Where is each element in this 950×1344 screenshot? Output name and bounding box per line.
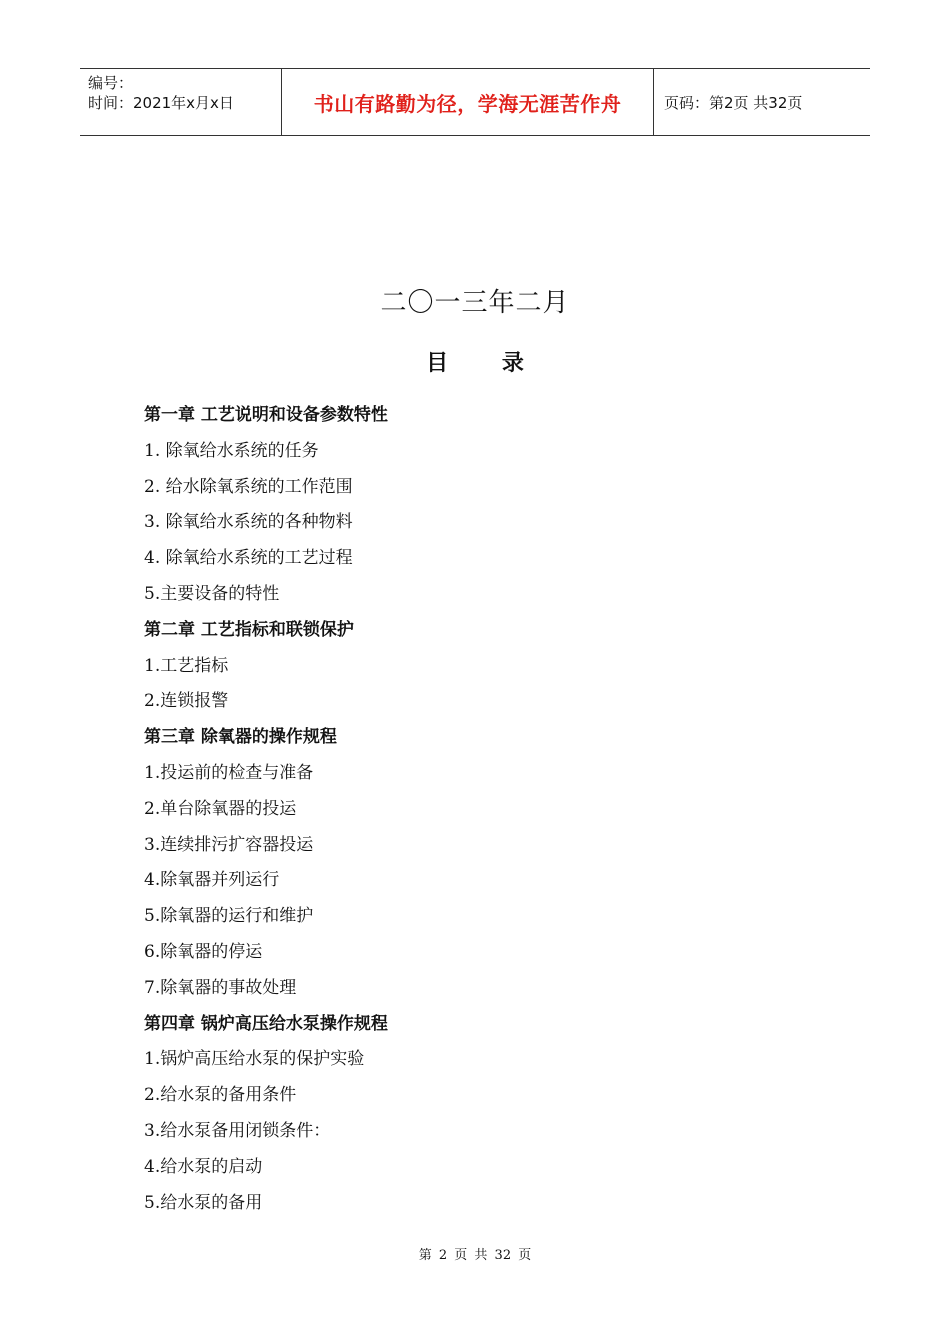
page-footer: 第 2 页 共 32 页	[418, 1248, 532, 1263]
toc-item: 4.除氧器并列运行	[144, 870, 280, 891]
document-number-label: 编号：	[88, 74, 134, 92]
toc-item: 3.给水泵备用闭锁条件：	[144, 1120, 331, 1141]
toc-chapter-heading: 第三章 除氧器的操作规程	[144, 727, 337, 748]
toc-item: 5.主要设备的特性	[144, 583, 280, 604]
toc-item: 5.除氧器的运行和维护	[144, 906, 314, 927]
toc-item: 1.投运前的检查与准备	[144, 762, 314, 783]
toc-chapter-heading: 第四章 锅炉高压给水泵操作规程	[144, 1013, 388, 1034]
toc-item: 1. 除氧给水系统的任务	[144, 440, 319, 461]
toc-item: 3. 除氧给水系统的各种物料	[144, 512, 353, 533]
toc-item: 2. 给水除氧系统的工作范围	[144, 476, 353, 497]
table-of-contents	[144, 398, 824, 1221]
document-date: 二〇一三年二月	[380, 288, 570, 318]
toc-item: 4.给水泵的启动	[144, 1156, 263, 1177]
toc-item: 7.除氧器的事故处理	[144, 977, 297, 998]
toc-item: 1.锅炉高压给水泵的保护实验	[144, 1049, 365, 1070]
toc-item: 3.连续排污扩容器投运	[144, 834, 314, 855]
page-header	[80, 68, 870, 136]
toc-item: 6.除氧器的停运	[144, 941, 263, 962]
document-time-label: 时间：2021年x月x日	[88, 94, 234, 112]
toc-item: 2.给水泵的备用条件	[144, 1085, 297, 1106]
toc-chapter-heading: 第二章 工艺指标和联锁保护	[144, 619, 354, 640]
toc-title: 目 录	[426, 351, 524, 376]
toc-item: 2.单台除氧器的投运	[144, 798, 297, 819]
header-meta	[80, 69, 282, 135]
toc-chapter-heading: 第一章 工艺说明和设备参数特性	[144, 405, 388, 425]
toc-item: 4. 除氧给水系统的工艺过程	[144, 548, 353, 569]
header-motto: 书山有路勤为径，学海无涯苦作舟	[282, 69, 654, 135]
toc-item: 5.给水泵的备用	[144, 1192, 263, 1213]
header-page-info: 页码：第2页 共32页	[664, 93, 803, 112]
toc-item: 2.连锁报警	[144, 691, 229, 712]
toc-item: 1.工艺指标	[144, 655, 229, 676]
